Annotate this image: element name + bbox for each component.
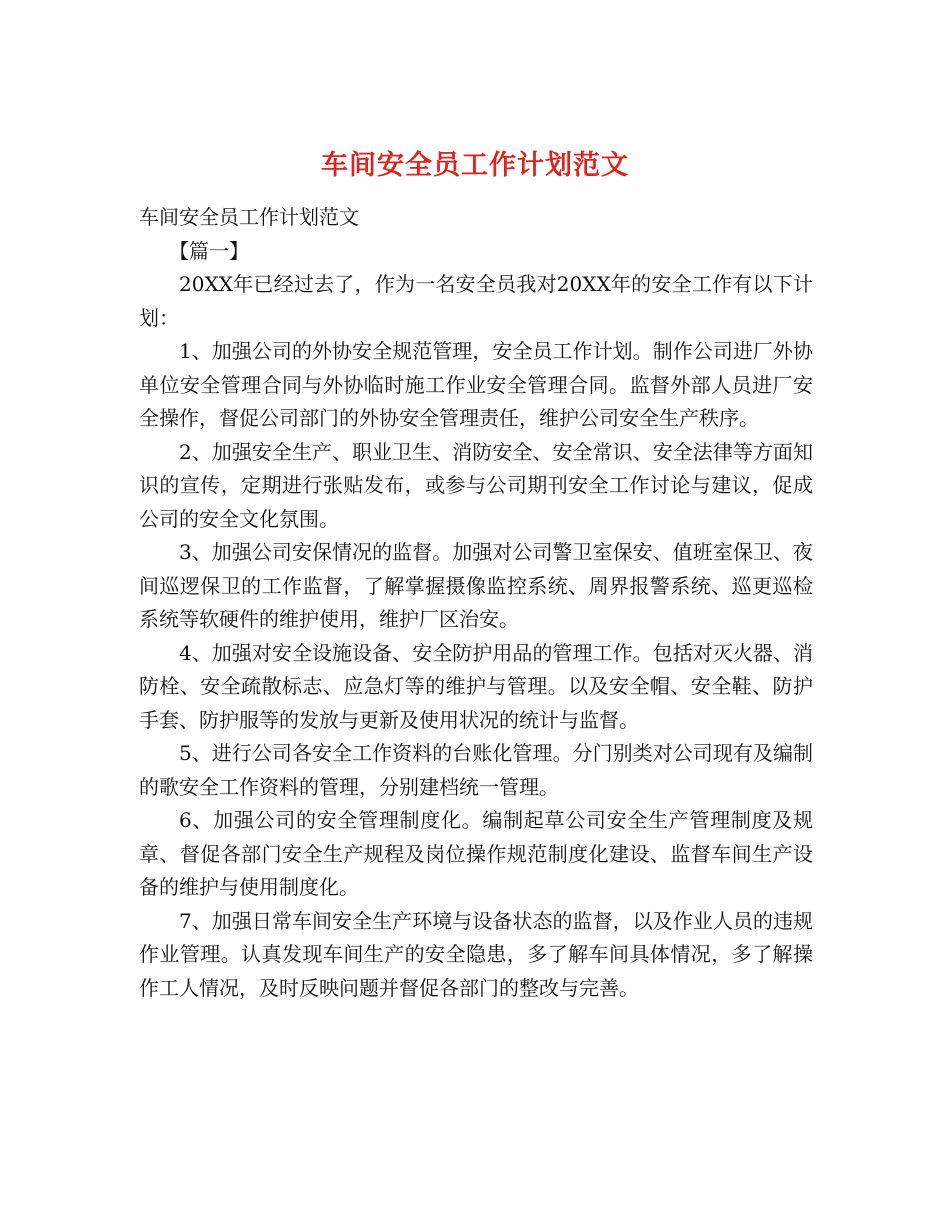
plan-item-7: 7、加强日常车间安全生产环境与设备状态的监督，以及作业人员的违规作业管理。认真发现车间生产的安全隐患，多了解车间具体情况，多了解操作工人情况，及时反映问题并督促各部门的整改与完善。	[139, 908, 813, 1000]
plan-item-5: 5、进行公司各安全工作资料的台账化管理。分门别类对公司现有及编制的歌安全工作资料的管理，分别建档统一管理。	[139, 741, 813, 799]
plan-item-6: 6、加强公司的安全管理制度化。编制起草公司安全生产管理制度及规章、督促各部门安全生产规程及岗位操作规范制度化建设、监督车间生产设备的维护与使用制度化。	[139, 808, 813, 899]
document-body	[139, 201, 813, 1005]
document-title: 车间安全员工作计划范文	[321, 150, 629, 182]
document-subtitle: 车间安全员工作计划范文	[139, 205, 359, 229]
plan-item-3: 3、加强公司安保情况的监督。加强对公司警卫室保安、值班室保卫、夜间巡逻保卫的工作监督，了解掌握摄像监控系统、周界报警系统、巡更巡检系统等软硬件的维护使用，维护厂区治安。	[139, 540, 813, 631]
section-heading: 【篇一】	[169, 238, 249, 263]
plan-item-1: 1、加强公司的外协安全规范管理，安全员工作计划。制作公司进厂外协单位安全管理合同与外协临时施工作业安全管理合同。监督外部人员进厂安全操作，督促公司部门的外协安全管理责任，维护公司安全生产秩序。	[139, 339, 813, 430]
plan-item-2: 2、加强安全生产、职业卫生、消防安全、安全常识、安全法律等方面知识的宣传，定期进行张贴发布，或参与公司期刊安全工作讨论与建议，促成公司的安全文化氛围。	[139, 439, 813, 531]
intro-paragraph: 20XX年已经过去了，作为一名安全员我对20XX年的安全工作有以下计划：	[139, 272, 813, 330]
plan-item-4: 4、加强对安全设施设备、安全防护用品的管理工作。包括对灭火器、消防栓、安全疏散标志、应急灯等的维护与管理。以及安全帽、安全鞋、防护手套、防护服等的发放与更新及使用状况的统计与监督。	[139, 640, 813, 732]
